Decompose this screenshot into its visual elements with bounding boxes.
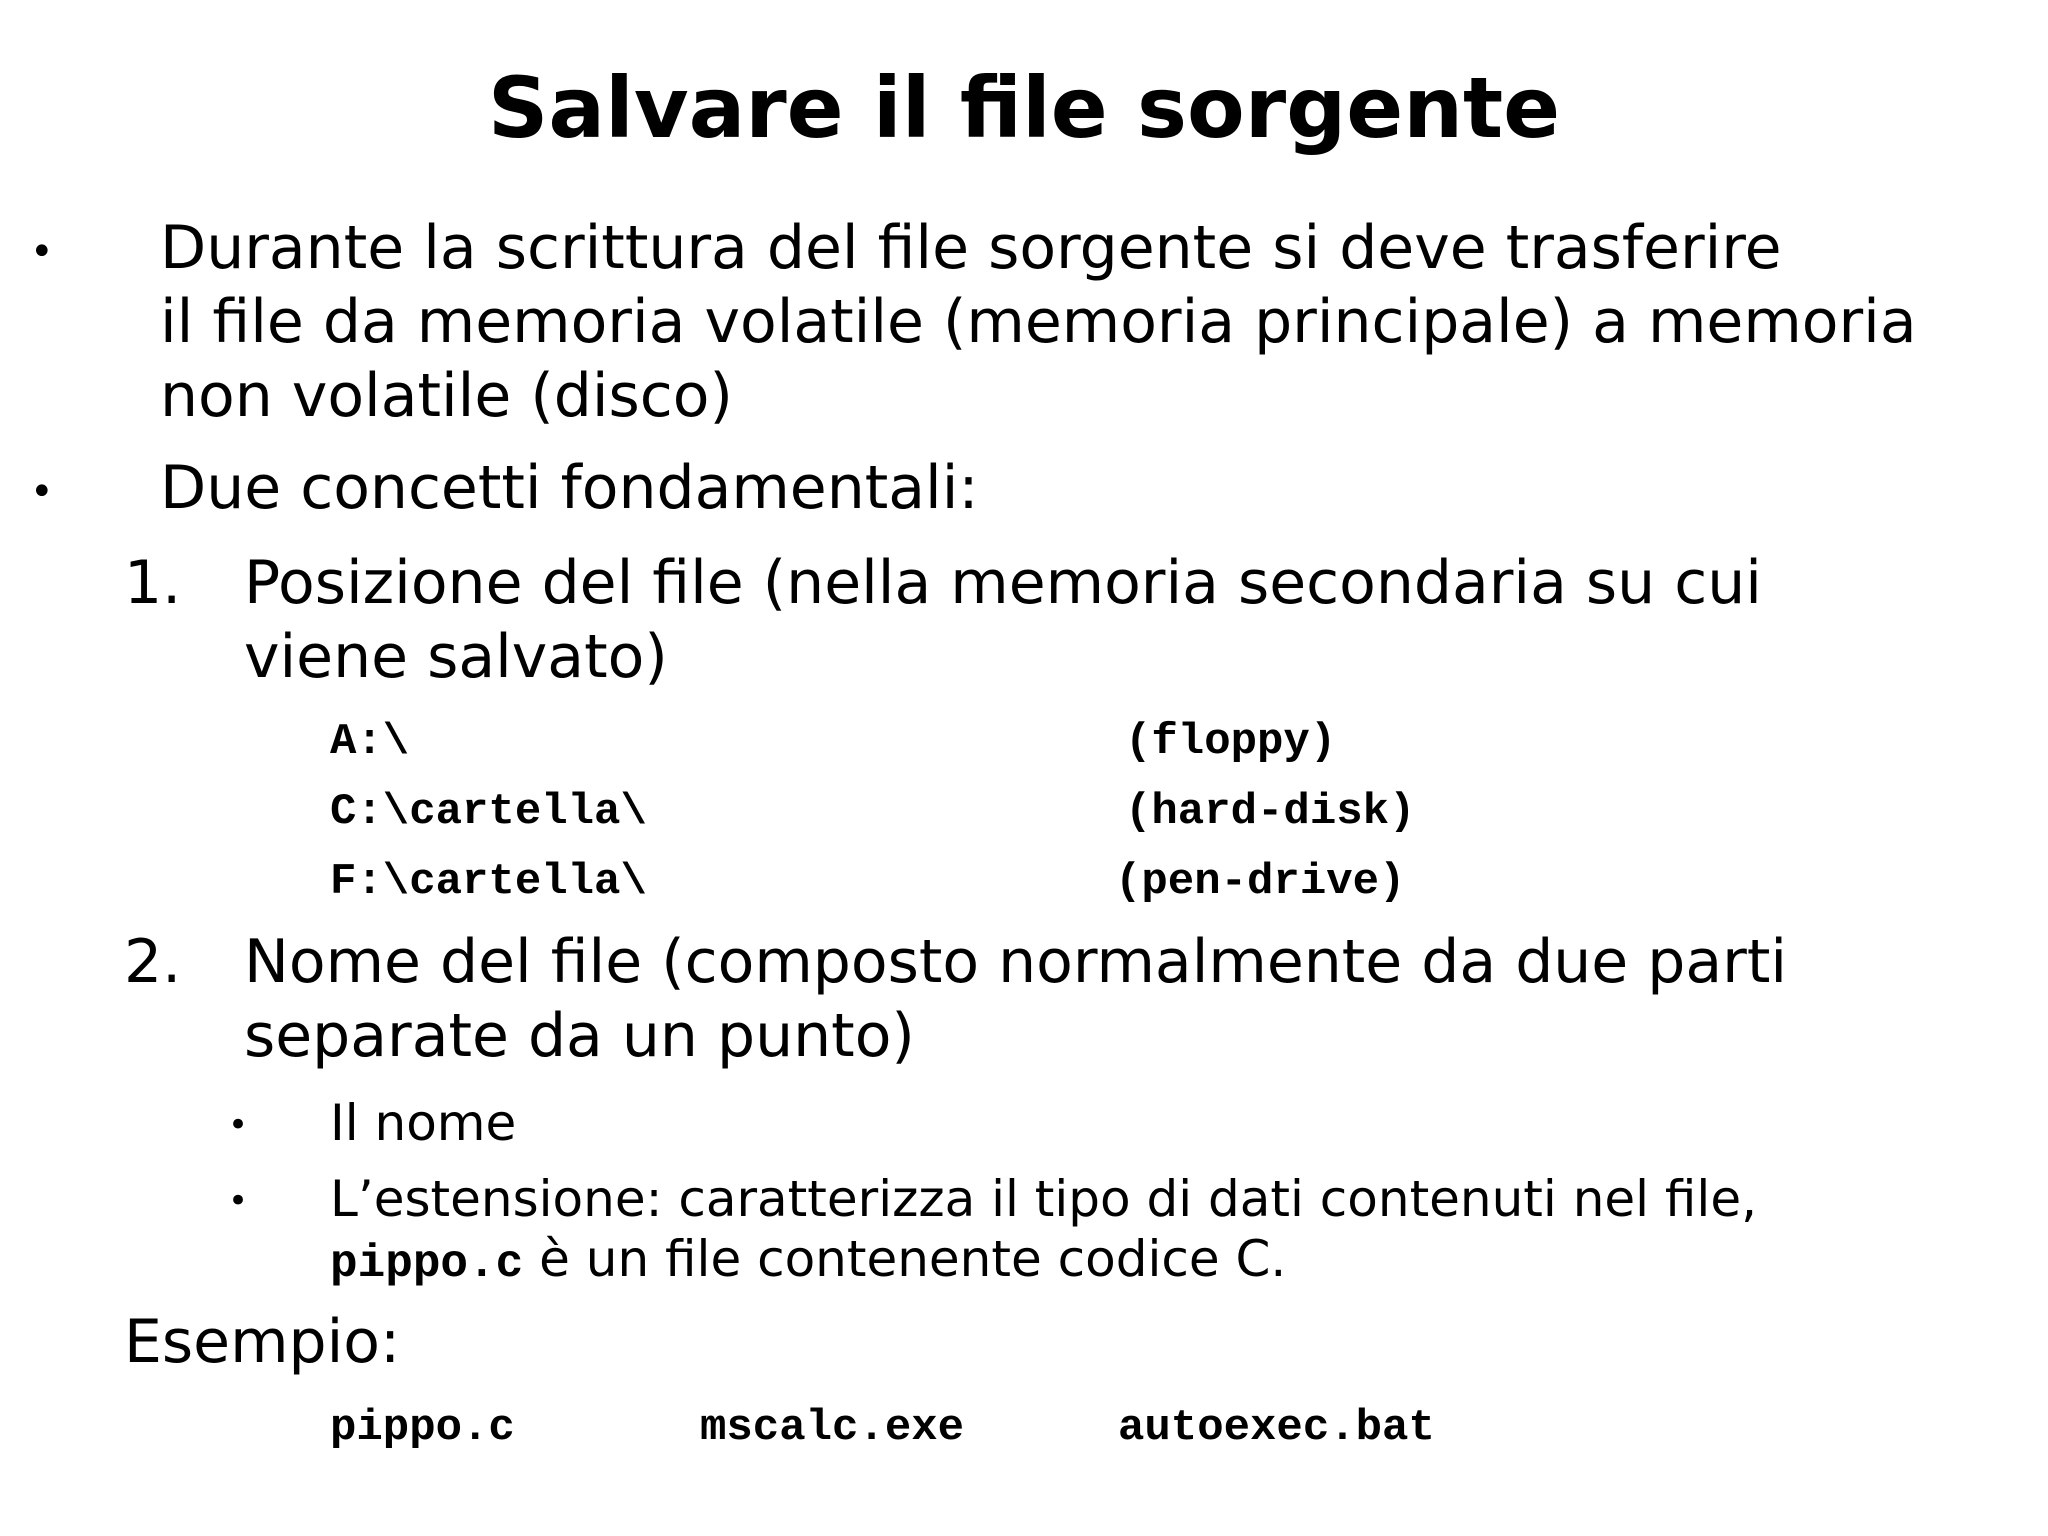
code-filename: pippo.c: [330, 1238, 524, 1290]
drive-description: (hard-disk): [1125, 787, 1416, 837]
sub-bullet-text-continuation: è un file contenente codice C.: [523, 1230, 1287, 1288]
bullet-text-line: Due concetti fondamentali:: [160, 453, 979, 523]
drive-path: F:\cartella\: [330, 857, 647, 907]
sub-bullet-marker: •: [228, 1105, 249, 1145]
sub-bullet-text: Il nome: [330, 1094, 517, 1152]
drive-description: (pen-drive): [1115, 857, 1406, 907]
drive-description: (floppy): [1125, 717, 1337, 767]
bullet-text-line: non volatile (disco): [160, 361, 733, 431]
bullet-marker: •: [30, 229, 54, 275]
list-item-text-line: Posizione del file (nella memoria secondaria su cui: [244, 548, 1762, 618]
list-item-text-line: separate da un punto): [244, 1001, 915, 1071]
drive-path: A:\: [330, 717, 410, 767]
list-number: 1.: [124, 548, 182, 618]
sub-bullet-text: L’estensione: caratterizza il tipo di dati contenuti nel file,: [330, 1170, 1757, 1228]
example-filename: mscalc.exe: [700, 1403, 965, 1453]
example-filename: pippo.c: [330, 1403, 515, 1453]
sub-bullet-marker: •: [228, 1181, 249, 1221]
bullet-marker: •: [30, 469, 54, 515]
bullet-text-line: Durante la scrittura del file sorgente si deve trasferire: [160, 213, 1782, 283]
list-item-text-line: Nome del file (composto normalmente da due parti: [244, 927, 1788, 997]
drive-path: C:\cartella\: [330, 787, 647, 837]
list-number: 2.: [124, 927, 182, 997]
example-label: Esempio:: [124, 1307, 401, 1377]
bullet-text-line: il file da memoria volatile (memoria principale) a memoria: [160, 287, 1917, 357]
slide-title: Salvare il file sorgente: [487, 59, 1561, 157]
sub-bullet-text-line2: [330, 1230, 1287, 1290]
list-item-text-line: viene salvato): [244, 622, 668, 692]
example-filename: autoexec.bat: [1118, 1403, 1435, 1453]
